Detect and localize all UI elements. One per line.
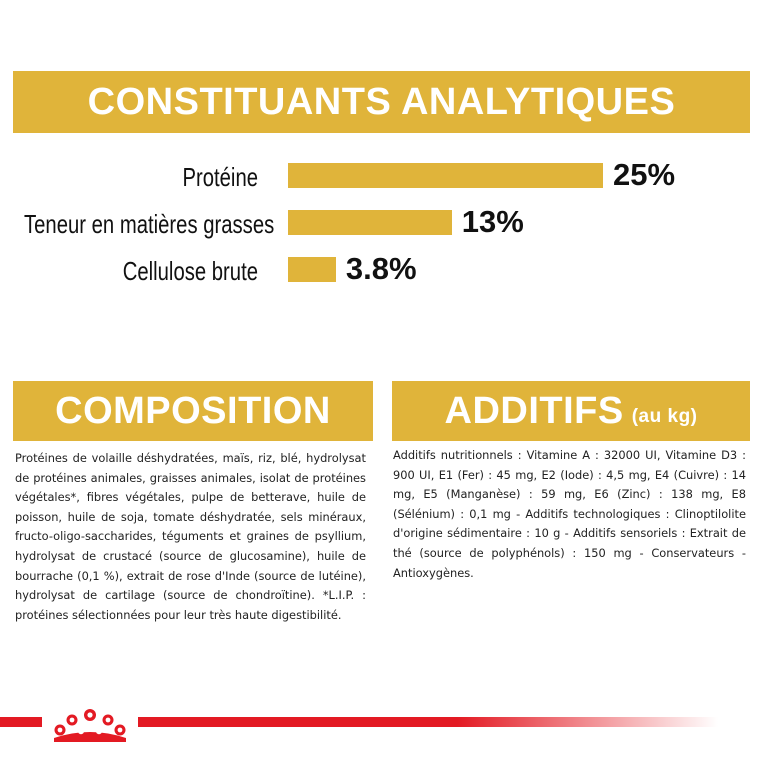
composition-title: COMPOSITION bbox=[55, 389, 331, 432]
footer-red-line-right bbox=[138, 717, 718, 727]
analytics-bar bbox=[288, 257, 336, 282]
analytics-row-label: Protéine bbox=[182, 162, 258, 192]
additifs-banner bbox=[392, 381, 750, 441]
additifs-text: Additifs nutritionnels : Vitamine A : 32000 UI, Vitamine D3 : 900 UI, E1 (Fer) : 45 mg, E2 (Iode) : 4,5 mg, E4 (Cuivre) : 14 mg, E5 (Manganèse) : 59 mg, E6 (Zinc) : 138 mg, E8 (Sélénium) : 0,1 mg - Additifs technologiques : Clinoptilolite d'origine sédimentaire : 10 g - Additifs sensoriels : Extrait de thé (source de polyphénols) : 150 mg - Conservateurs - Antioxygènes. bbox=[393, 448, 746, 580]
analytics-bar-value: 13% bbox=[461, 204, 524, 239]
footer-red-line-left bbox=[0, 717, 42, 727]
analytics-bar-value: 25% bbox=[613, 157, 676, 192]
composition-text: Protéines de volaille déshydratées, maïs, riz, blé, hydrolysat de protéines animales, graisses animales, isolat de protéines végétales*, fibres végétales, pulpe de betterave, huile de poisson, huile de soja, tomate déshydratée, sels minéraux, fructo-oligo-saccharides, téguments et graines de psyllium, hydrolysat de crustacé (source de glucosamine), huile de bourrache (0,1 %), extrait de rose d'Inde (source de lutéine), hydrolysat de cartilage (source de chondroïtine). *L.I.P. : protéines sélectionnées pour leur très haute digestibilité. bbox=[15, 451, 366, 622]
analytics-row-label: Teneur en matières grasses bbox=[24, 209, 275, 239]
analytics-row-label: Cellulose brute bbox=[122, 256, 258, 286]
analytics-bar-value: 3.8% bbox=[345, 251, 417, 286]
analytics-bar bbox=[288, 210, 452, 235]
analytics-title: CONSTITUANTS ANALYTIQUES bbox=[87, 80, 676, 123]
analytics-banner bbox=[13, 71, 750, 133]
additifs-subtitle: (au kg) bbox=[631, 406, 698, 427]
royal-canin-crown-icon bbox=[50, 700, 130, 742]
composition-banner bbox=[13, 381, 373, 441]
additifs-title: ADDITIFS bbox=[444, 389, 624, 432]
analytics-bar bbox=[288, 163, 603, 188]
